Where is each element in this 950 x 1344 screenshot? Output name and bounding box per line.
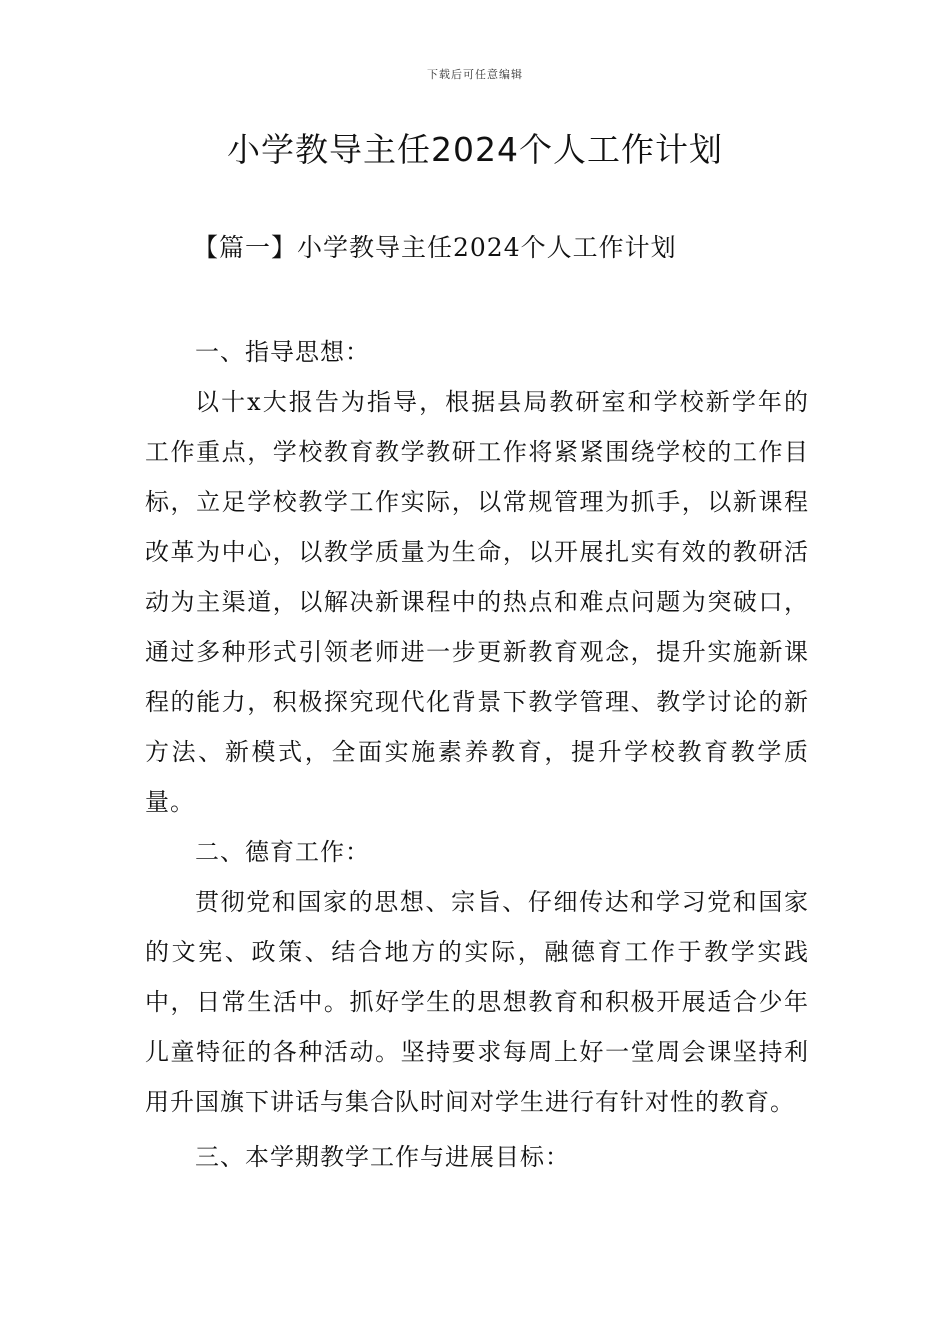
document-title: 小学教导主任2024个人工作计划	[227, 130, 723, 169]
header-note: 下载后可任意编辑	[427, 68, 523, 81]
paragraph-moral-education: 贯彻党和国家的思想、宗旨、仔细传达和学习党和国家的文宪、政策、结合地方的实际，融德育工作于教学实践中，日常生活中。抓好学生的思想教育和积极开展适合少年儿童特征的各种活动。坚持要求每周上好一堂周会课坚持利用升国旗下讲话与集合队时间对学生进行有针对性的教育。	[145, 888, 809, 1116]
heading-moral-education: 二、德育工作：	[195, 838, 370, 866]
paragraph-guiding-thought: 以十x大报告为指导，根据县局教研室和学校新学年的工作重点，学校教育教学教研工作将紧紧围绕学校的工作目标，立足学校教学工作实际，以常规管理为抓手，以新课程改革为中心，以教学质量为生命，以开展扎实有效的教研活动为主渠道，以解决新课程中的热点和难点问题为突破口，通过多种形式引领老师进一步更新教育观念，提升实施新课程的能力，积极探究现代化背景下教学管理、教学讨论的新方法、新模式，全面实施素养教育，提升学校教育教学质量。	[145, 388, 809, 816]
heading-teaching-goals: 三、本学期教学工作与进展目标：	[195, 1143, 570, 1171]
document-body	[145, 327, 809, 1182]
heading-guiding-thought: 一、指导思想：	[195, 338, 370, 366]
section-title: 【篇一】小学教导主任2024个人工作计划	[193, 233, 677, 262]
